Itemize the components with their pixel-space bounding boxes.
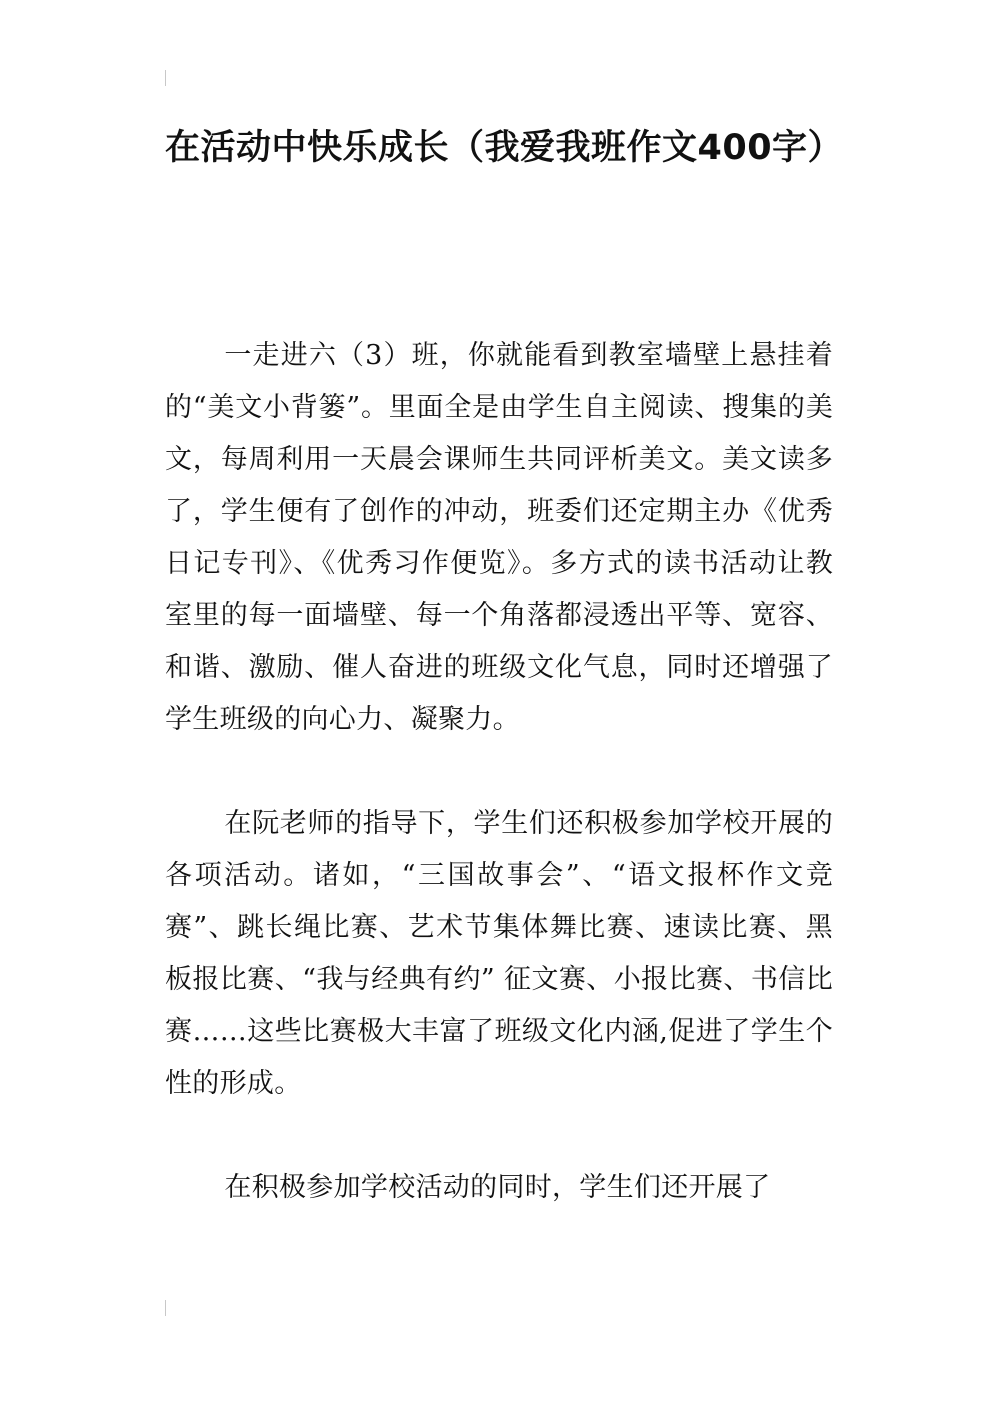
page-corner-mark-bottom	[165, 1300, 166, 1316]
paragraph-1: 一走进六（3）班，你就能看到教室墙壁上悬挂着的“美文小背篓”。里面全是由学生自主阅读、搜集的美文，每周利用一天晨会课师生共同评析美文。美文读多了，学生便有了创作的冲动，班委们还定期主办《优秀日记专刊》、《优秀习作便览》。多方式的读书活动让教室里的每一面墙壁、每一个角落都浸透出平等、宽容、和谐、激励、催人奋进的班级文化气息，同时还增强了学生班级的向心力、凝聚力。	[165, 340, 833, 735]
page-corner-mark-top	[165, 70, 166, 86]
paragraph-2: 在阮老师的指导下，学生们还积极参加学校开展的各项活动。诸如，“三国故事会”、“语文报杯作文竞赛”、跳长绳比赛、艺术节集体舞比赛、速读比赛、黑板报比赛、“我与经典有约” 征文赛、小报比赛、书信比赛……这些比赛极大丰富了班级文化内涵,促进了学生个性的形成。	[165, 808, 833, 1099]
paragraph-3: 在积极参加学校活动的同时，学生们还开展了	[224, 1172, 771, 1203]
document-body	[165, 330, 833, 1266]
document-title: 在活动中快乐成长（我爱我班作文400字）	[165, 128, 844, 168]
